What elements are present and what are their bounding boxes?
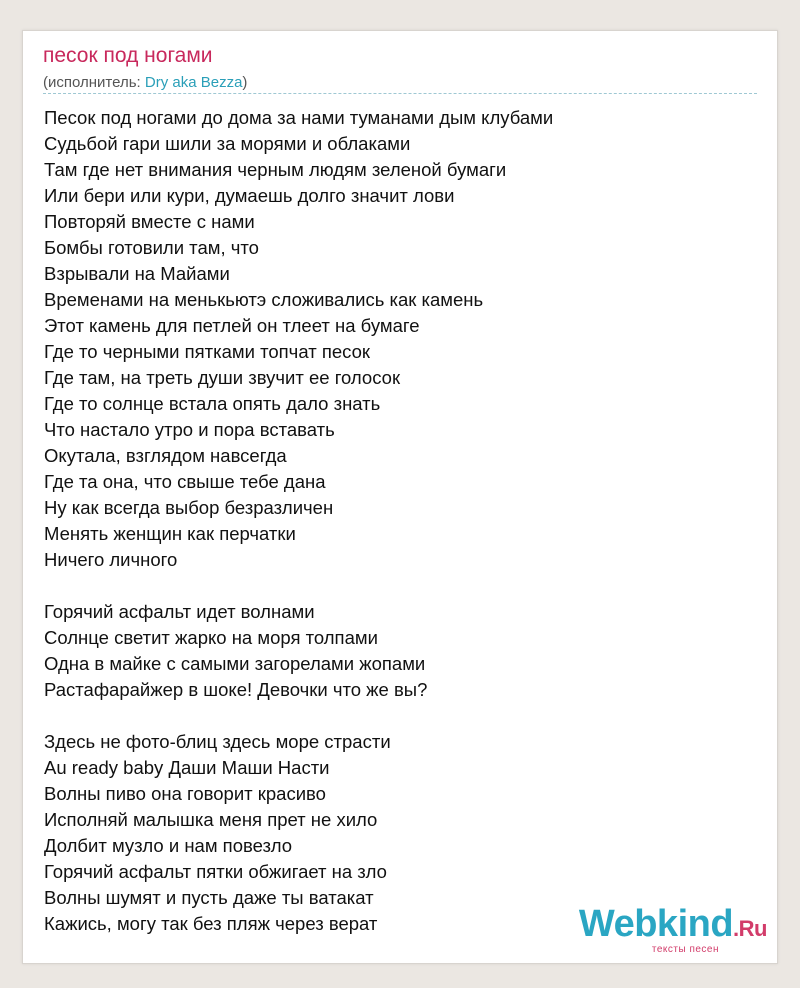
lyric-line: Повторяй вместе с нами [44,211,255,232]
site-logo[interactable] [578,903,767,955]
lyric-line: Здесь не фото-блиц здесь море страсти [44,731,391,752]
lyric-line: Взрывали на Майами [44,263,230,284]
lyrics-text [44,105,758,937]
lyric-line: Au ready baby Даши Маши Насти [44,757,330,778]
lyric-line: Что настало утро и пора вставать [44,419,335,440]
artist-suffix: ) [242,74,248,91]
lyrics-card [22,30,778,964]
lyric-line: Ничего личного [44,549,178,570]
lyric-line: Там где нет внимания черным людям зеленой бумаги [44,159,507,180]
lyric-line: Бомбы готовили там, что [44,237,259,258]
lyric-line: Этот камень для петлей он тлеет на бумаге [44,315,420,336]
lyric-line: Где то солнце встала опять дало знать [44,393,381,414]
artist-link[interactable]: Dry aka Bezza [144,74,243,91]
lyric-line: Волны шумят и пусть даже ты ватакат [44,887,374,908]
logo-wordmark [578,903,767,947]
lyric-line: Одна в майке с самыми загорелами жопами [44,653,426,674]
lyric-line: Горячий асфальт пятки обжигает на зло [44,861,387,882]
lyric-line: Горячий асфальт идет волнами [44,601,315,622]
lyric-line: Песок под ногами до дома за нами туманами дым клубами [44,107,554,128]
song-title: песок под ногами [43,44,213,67]
stanza-gap [44,703,758,729]
lyric-line: Окутала, взглядом навсегда [44,445,287,466]
lyric-line: Временами на менькьютэ сложивались как камень [44,289,484,310]
logo-name: Webkind [578,903,734,945]
lyric-line: Солнце светит жарко на моря толпами [44,627,378,648]
lyric-line: Где там, на треть души звучит ее голосок [44,367,401,388]
lyric-line: Кажись, могу так без пляж через верат [44,913,378,934]
artist-prefix: (исполнитель: [43,74,145,91]
logo-tagline: тексты песен [651,944,719,955]
lyric-line: Или бери или кури, думаешь долго значит лови [44,185,455,206]
lyric-line: Ну как всегда выбор безразличен [44,497,334,518]
lyric-line: Где та она, что свыше тебе дана [44,471,326,492]
lyric-line: Исполняй малышка меня прет не хило [44,809,378,830]
title-divider [43,93,757,94]
lyric-line: Судьбой гари шили за морями и облаками [44,133,411,154]
artist-line [43,74,247,91]
stanza-gap [44,573,758,599]
lyric-line: Долбит музло и нам повезло [44,835,293,856]
logo-tld: .Ru [733,916,767,941]
lyric-line: Менять женщин как перчатки [44,523,296,544]
lyric-line: Где то черными пятками топчат песок [44,341,370,362]
lyric-line: Растафарайжер в шоке! Девочки что же вы? [44,679,428,700]
lyric-line: Волны пиво она говорит красиво [44,783,326,804]
